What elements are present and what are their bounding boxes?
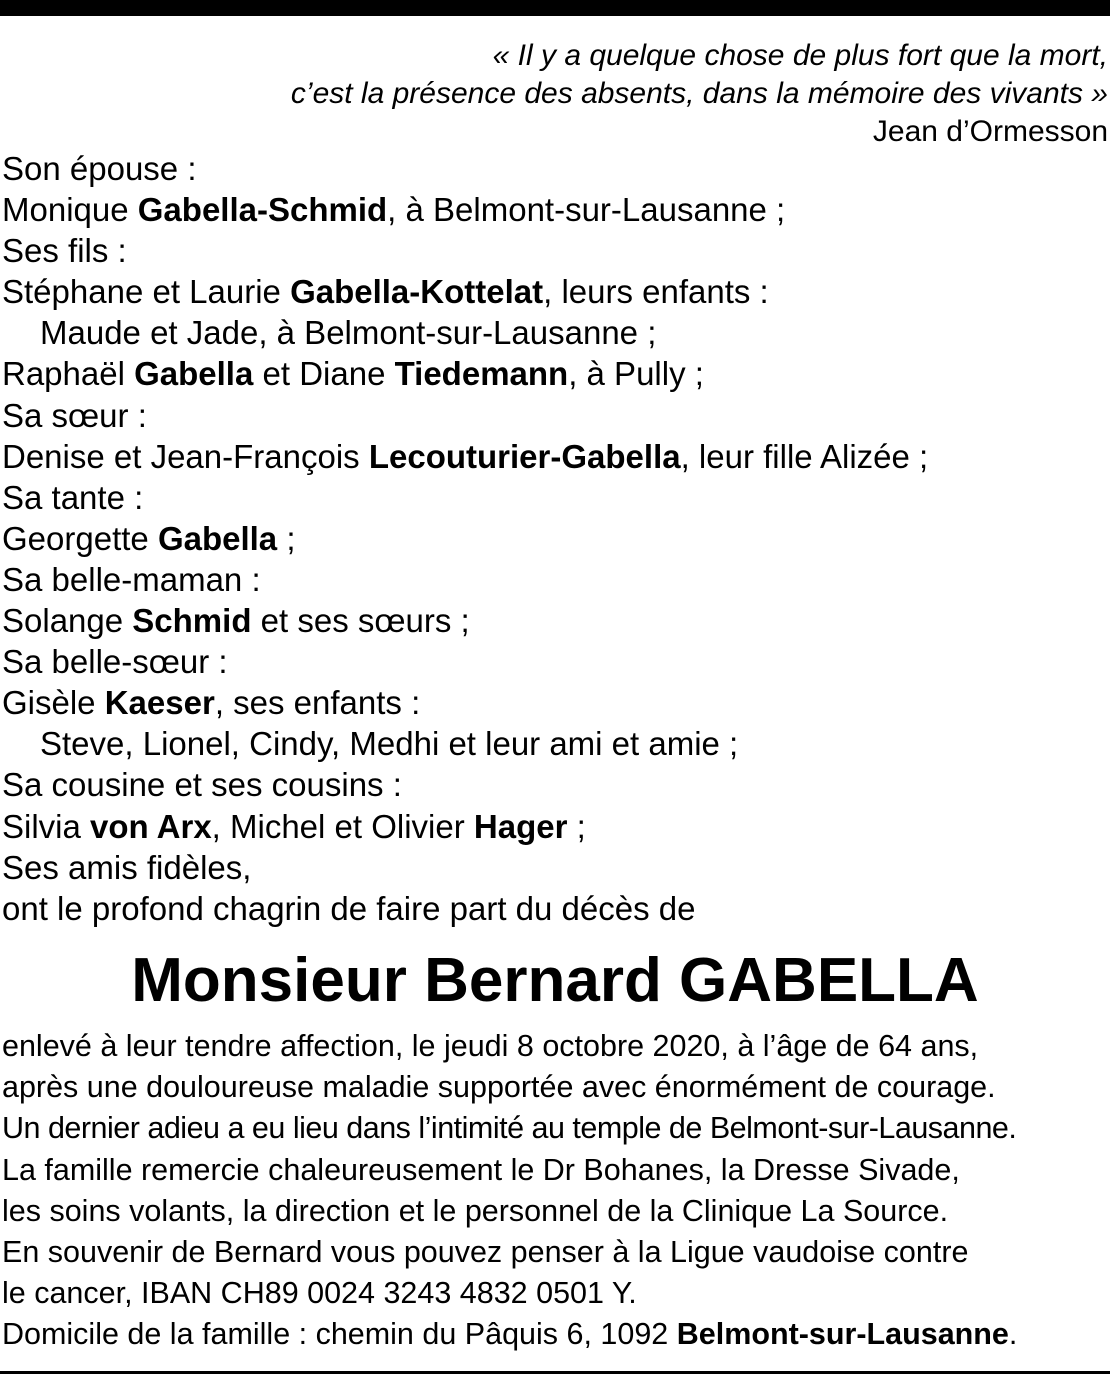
family-line [2, 600, 1108, 641]
family-text: Denise et Jean-François [2, 437, 369, 475]
family-text: Silvia [2, 807, 91, 845]
body-line: après une douloureuse maladie supportée avec énormément de courage. [2, 1070, 996, 1105]
family-text: , à Pully ; [568, 355, 704, 393]
family-line [2, 559, 1108, 600]
family-line [2, 806, 1108, 847]
body-line: enlevé à leur tendre affection, le jeudi 8 octobre 2020, à l’âge de 64 ans, [2, 1029, 979, 1063]
family-text: Sa cousine et ses cousins : [2, 766, 402, 804]
family-text: Ses fils : [2, 232, 127, 270]
quote-line: « Il y a quelque chose de plus fort que la mort, [492, 39, 1108, 72]
family-list [2, 148, 1108, 929]
body-line: les soins volants, la direction et le personnel de la Clinique La Source. [2, 1193, 949, 1228]
family-text: Maude et Jade, à Belmont-sur-Lausanne ; [40, 314, 657, 352]
family-text: Monique [2, 191, 138, 229]
deceased-name: Monsieur Bernard GABELLA [131, 946, 979, 1015]
family-line [2, 888, 1108, 929]
family-text: Ses amis fidèles, [2, 848, 252, 886]
family-line [2, 682, 1108, 723]
family-line [2, 271, 1108, 312]
family-surname: Kaeser [104, 684, 215, 722]
family-line [2, 436, 1108, 477]
family-surname: Hager [473, 807, 568, 845]
family-line [2, 641, 1108, 682]
body-line: En souvenir de Bernard vous pouvez penser à la Ligue vaudoise contre [2, 1235, 969, 1270]
top-rule [0, 0, 1110, 16]
family-line [2, 395, 1108, 436]
notice-body [2, 1026, 1108, 1356]
family-surname: Lecouturier-Gabella [368, 437, 681, 475]
family-text: Sa sœur : [2, 396, 147, 434]
family-text: et ses sœurs ; [251, 602, 470, 640]
quote-line: c’est la présence des absents, dans la mémoire des vivants » [290, 77, 1108, 110]
family-line [2, 477, 1108, 518]
bottom-rule [0, 1371, 1110, 1374]
family-text: et Diane [253, 355, 395, 393]
family-surname: Schmid [132, 602, 252, 640]
family-line [2, 312, 1108, 353]
family-line [2, 230, 1108, 271]
family-text: , Michel et Olivier [211, 807, 474, 845]
address-city: Belmont-sur-Lausanne [676, 1317, 1009, 1352]
family-line [2, 353, 1108, 394]
family-text: Georgette [2, 519, 158, 557]
family-surname: Gabella-Kottelat [290, 273, 544, 311]
family-text: , à Belmont-sur-Lausanne ; [387, 191, 786, 229]
family-text: ont le profond chagrin de faire part du décès de [2, 889, 696, 927]
family-text: , leur fille Alizée ; [680, 437, 929, 475]
family-text: Steve, Lionel, Cindy, Medhi et leur ami et amie ; [40, 725, 739, 763]
family-text: Sa belle-maman : [2, 560, 261, 598]
family-text: ; [567, 807, 586, 845]
family-surname: Tiedemann [394, 355, 569, 393]
address-line [2, 1314, 1108, 1355]
family-text: , ses enfants : [214, 684, 421, 722]
family-line [2, 148, 1108, 189]
epigraph-quote [291, 37, 1108, 151]
family-line [2, 847, 1108, 888]
family-line [2, 764, 1108, 805]
address-end: . [1008, 1317, 1018, 1352]
family-text: Sa belle-sœur : [2, 643, 228, 681]
family-surname: Gabella [157, 519, 278, 557]
quote-author: Jean d’Ormesson [872, 115, 1108, 148]
family-line [2, 189, 1108, 230]
address-prefix: Domicile de la famille : chemin du Pâquis 6, 1092 [2, 1317, 677, 1352]
body-line: Un dernier adieu a eu lieu dans l’intimité au temple de Belmont-sur-Lausanne. [2, 1111, 1017, 1146]
family-line [2, 723, 1108, 764]
family-text: , leurs enfants : [543, 273, 769, 311]
family-text: Raphaël [2, 355, 135, 393]
family-surname: von Arx [90, 807, 212, 845]
family-text: Gisèle [2, 684, 105, 722]
family-text: Solange [2, 602, 133, 640]
family-surname: Gabella-Schmid [137, 191, 388, 229]
body-line: le cancer, IBAN CH89 0024 3243 4832 0501 Y. [2, 1276, 637, 1311]
family-text: Stéphane et Laurie [2, 273, 291, 311]
family-surname: Gabella [134, 355, 254, 393]
family-line [2, 518, 1108, 559]
body-line: La famille remercie chaleureusement le Dr Bohanes, la Dresse Sivade, [2, 1152, 960, 1187]
family-text: Sa tante : [2, 478, 144, 516]
family-text: ; [277, 519, 296, 557]
family-text: Son épouse : [2, 150, 197, 187]
